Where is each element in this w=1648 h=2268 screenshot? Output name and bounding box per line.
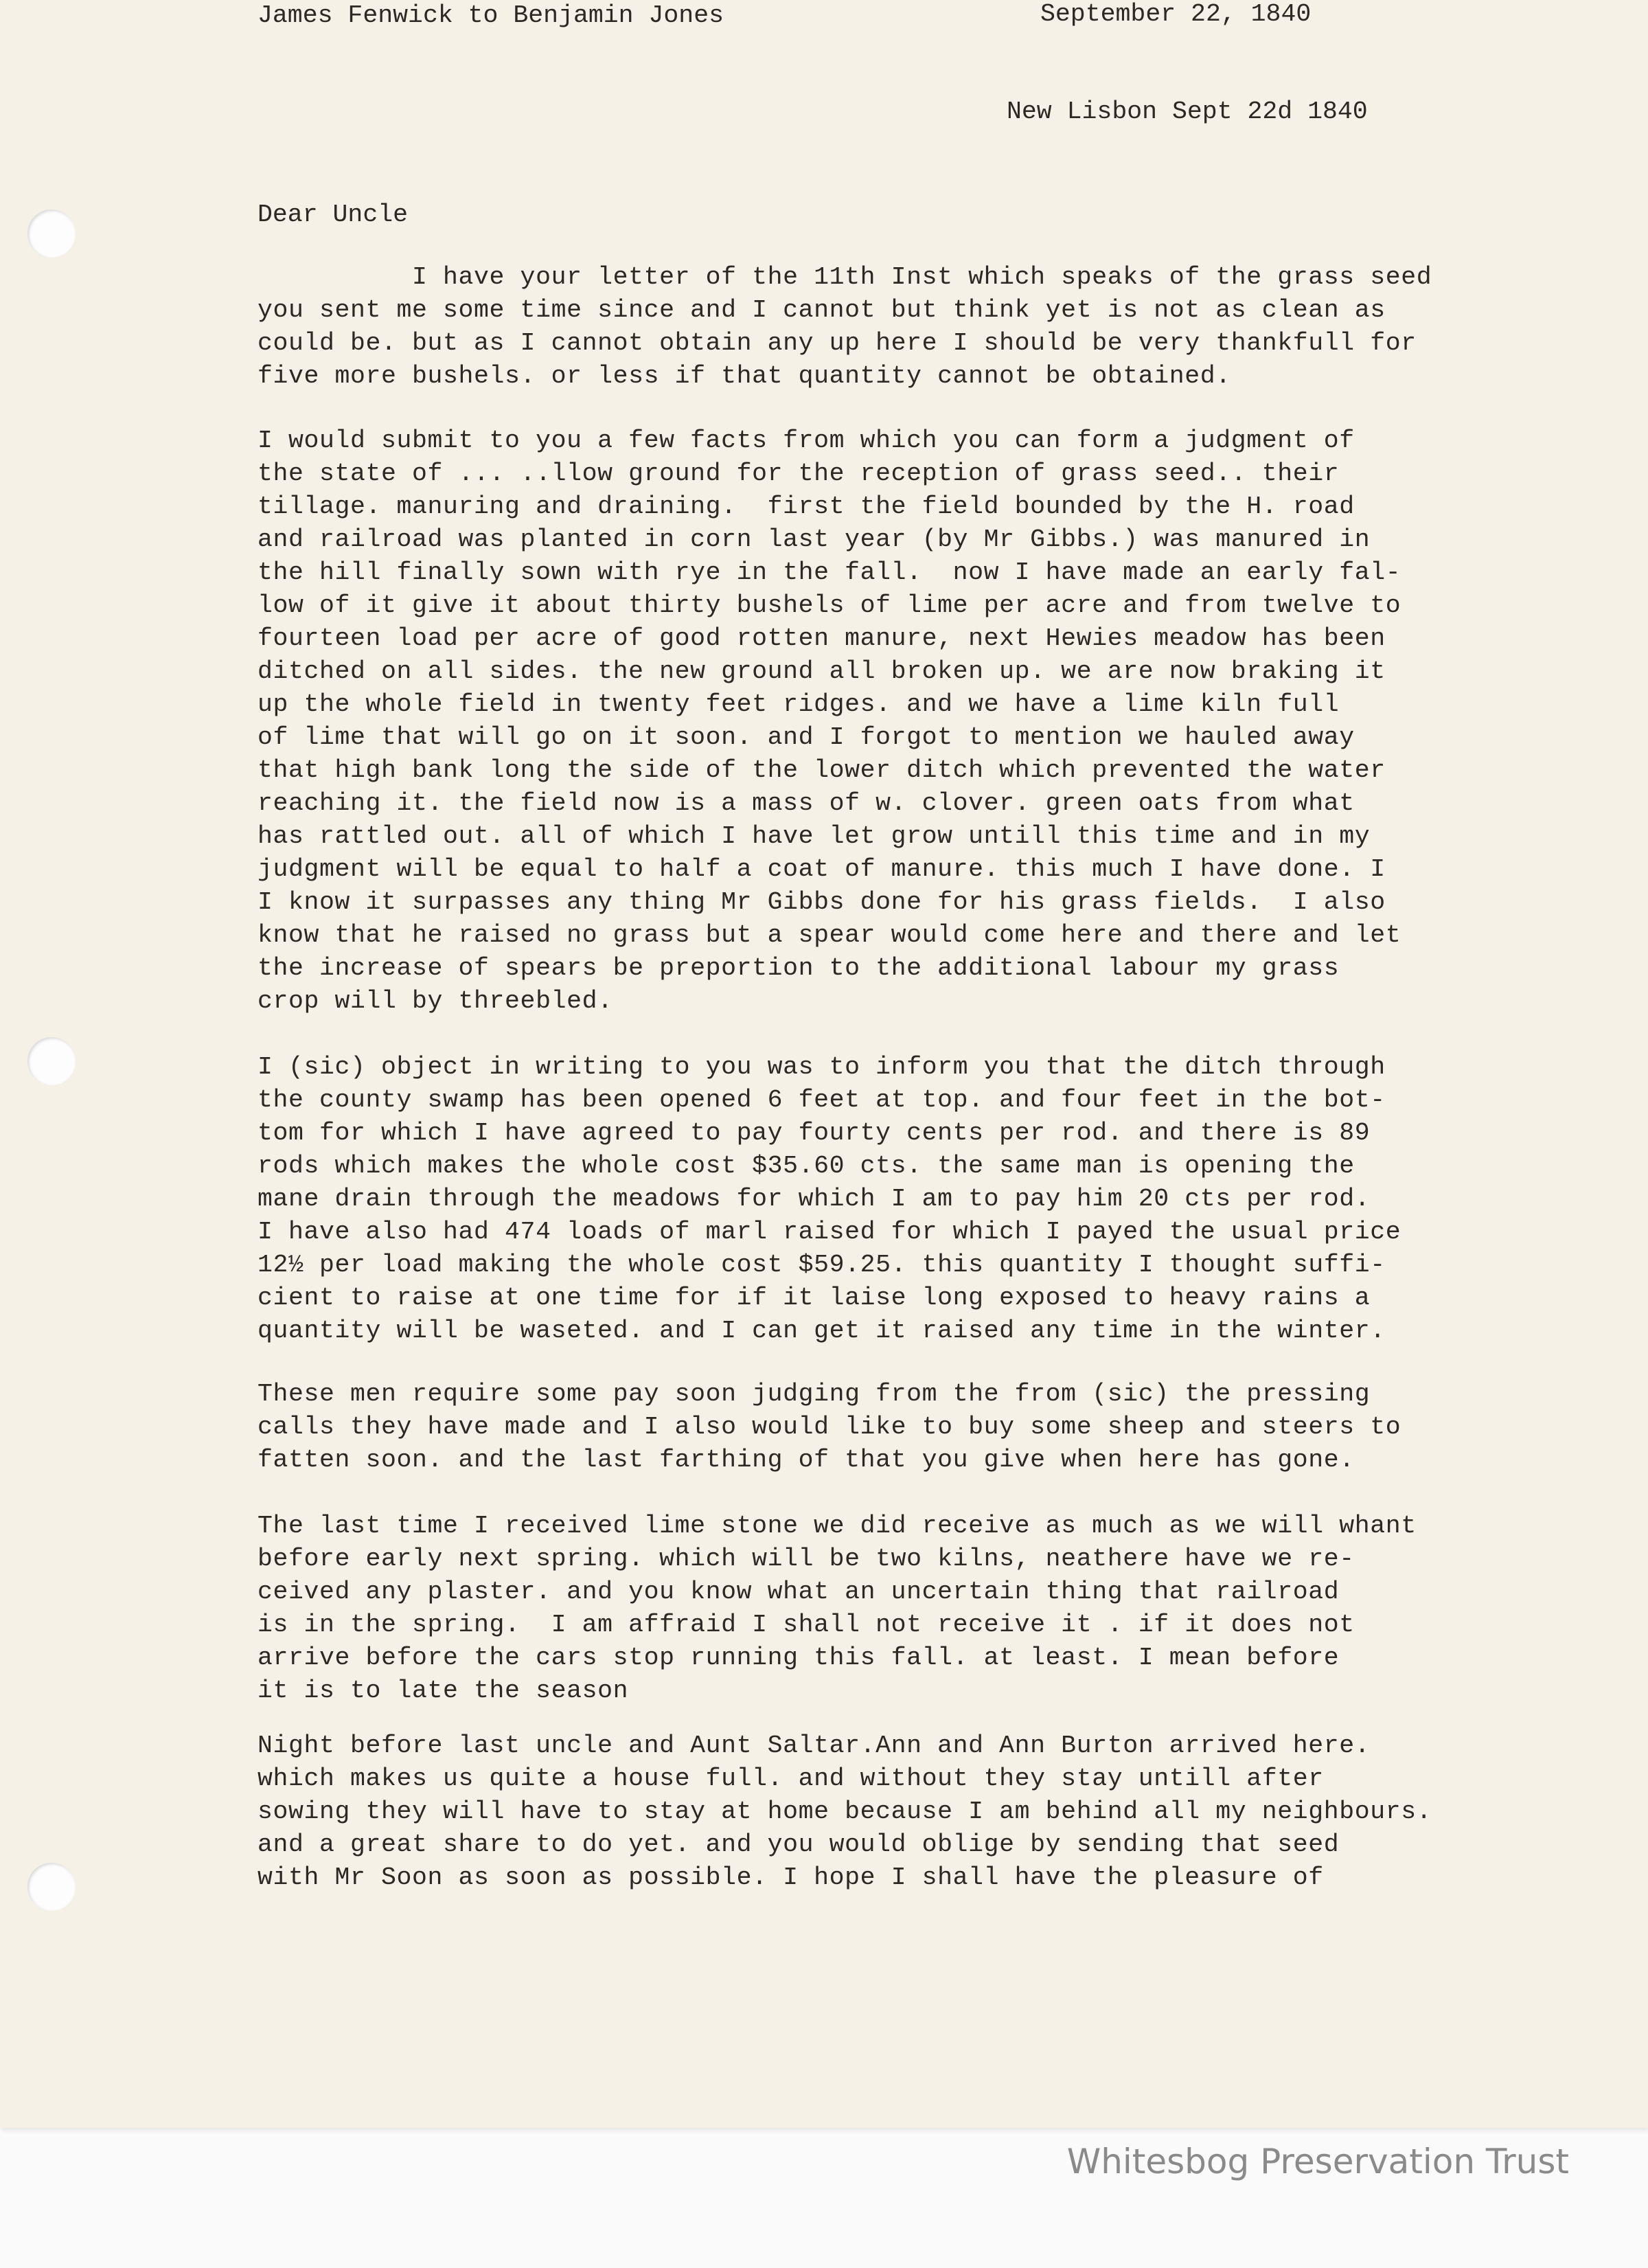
body-line: the increase of spears be preportion to the additional labour my grass (258, 954, 1340, 982)
body-line: ditched on all sides. the new ground all broken up. we are now braking it (258, 657, 1386, 685)
body-line: calls they have made and I also would like to buy some sheep and steers to (258, 1413, 1401, 1441)
correspondents: James Fenwick to Benjamin Jones (258, 1, 724, 30)
body-line: cient to raise at one time for if it laise long exposed to heavy rains a (258, 1284, 1371, 1312)
salutation: Dear Uncle (258, 201, 409, 229)
body-line: fourteen load per acre of good rotten manure, next Hewies meadow has been (258, 624, 1386, 653)
body-line: ceived any plaster. and you know what an uncertain thing that railroad (258, 1578, 1340, 1606)
body-line: of lime that will go on it soon. and I forgot to mention we hauled away (258, 723, 1355, 751)
body-line: that high bank long the side of the lower ditch which prevented the water (258, 756, 1386, 784)
body-line: it is to late the season (258, 1677, 629, 1705)
body-line: I (sic) object in writing to you was to inform you that the ditch through (258, 1053, 1386, 1081)
body-line: sowing they will have to stay at home because I am behind all my neighbours. (258, 1798, 1432, 1826)
body-line: is in the spring. I am affraid I shall not receive it . if it does not (258, 1611, 1355, 1639)
body-line: the county swamp has been opened 6 feet at top. and four feet in the bot- (258, 1086, 1386, 1114)
body-line: The last time I received lime stone we did receive as much as we will whant (258, 1512, 1417, 1540)
body-line: Night before last uncle and Aunt Saltar.Ann and Ann Burton arrived here. (258, 1732, 1371, 1760)
body-line: I know it surpasses any thing Mr Gibbs done for his grass fields. I also (258, 888, 1386, 916)
punch-hole (27, 1863, 76, 1911)
body-line: and railroad was planted in corn last year (by Mr Gibbs.) was manured in (258, 525, 1371, 554)
body-line: crop will by threebled. (258, 987, 613, 1015)
body-line: up the whole field in twenty feet ridges. and we have a lime kiln full (258, 690, 1340, 718)
body-line: I have your letter of the 11th Inst which speaks of the grass seed (258, 263, 1432, 291)
body-line: and a great share to do yet. and you would oblige by sending that seed (258, 1830, 1340, 1859)
body-line: tom for which I have agreed to pay fourty cents per rod. and there is 89 (258, 1119, 1371, 1147)
punch-hole (27, 1037, 76, 1085)
body-line: judgment will be equal to half a coat of manure. this much I have done. I (258, 855, 1386, 883)
body-line: the hill finally sown with rye in the fall. now I have made an early fal- (258, 558, 1401, 587)
body-line: which makes us quite a house full. and without they stay untill after (258, 1765, 1324, 1793)
body-line: has rattled out. all of which I have let grow untill this time and in my (258, 822, 1371, 850)
body-line: rods which makes the whole cost $35.60 cts. the same man is opening the (258, 1152, 1355, 1180)
body-line: could be. but as I cannot obtain any up here I should be very thankfull for (258, 329, 1417, 357)
letter-date: September 22, 1840 (1040, 0, 1312, 28)
body-line: arrive before the cars stop running this fall. at least. I mean before (258, 1644, 1340, 1672)
body-line: before early next spring. which will be two kilns, neathere have we re- (258, 1545, 1355, 1573)
body-line: 12½ per load making the whole cost $59.25. this quantity I thought suffi- (258, 1251, 1386, 1279)
body-line: mane drain through the meadows for which I am to pay him 20 cts per rod. (258, 1185, 1371, 1213)
body-line: These men require some pay soon judging from the from (sic) the pressing (258, 1380, 1371, 1408)
body-line: I would submit to you a few facts from which you can form a judgment of (258, 427, 1355, 455)
body-line: low of it give it about thirty bushels of lime per acre and from twelve to (258, 591, 1401, 620)
body-line: fatten soon. and the last farthing of that you give when here has gone. (258, 1446, 1355, 1474)
body-line: quantity will be waseted. and I can get it raised any time in the winter. (258, 1317, 1386, 1345)
place-date: New Lisbon Sept 22d 1840 (1007, 98, 1368, 126)
body-line: five more bushels. or less if that quantity cannot be obtained. (258, 362, 1231, 390)
body-line: the state of ... ..llow ground for the reception of grass seed.. their (258, 460, 1340, 488)
body-line: with Mr Soon as soon as possible. I hope I shall have the pleasure of (258, 1863, 1324, 1892)
body-line: you sent me some time since and I cannot but think yet is not as clean as (258, 296, 1386, 324)
body-line: reaching it. the field now is a mass of w. clover. green oats from what (258, 789, 1355, 817)
punch-hole (27, 209, 76, 258)
body-line: know that he raised no grass but a spear would come here and there and let (258, 921, 1401, 949)
body-line: tillage. manuring and draining. first the field bounded by the H. road (258, 492, 1355, 521)
watermark-credit: Whitesbog Preservation Trust (1066, 2142, 1569, 2181)
body-line: I have also had 474 loads of marl raised for which I payed the usual price (258, 1218, 1401, 1246)
